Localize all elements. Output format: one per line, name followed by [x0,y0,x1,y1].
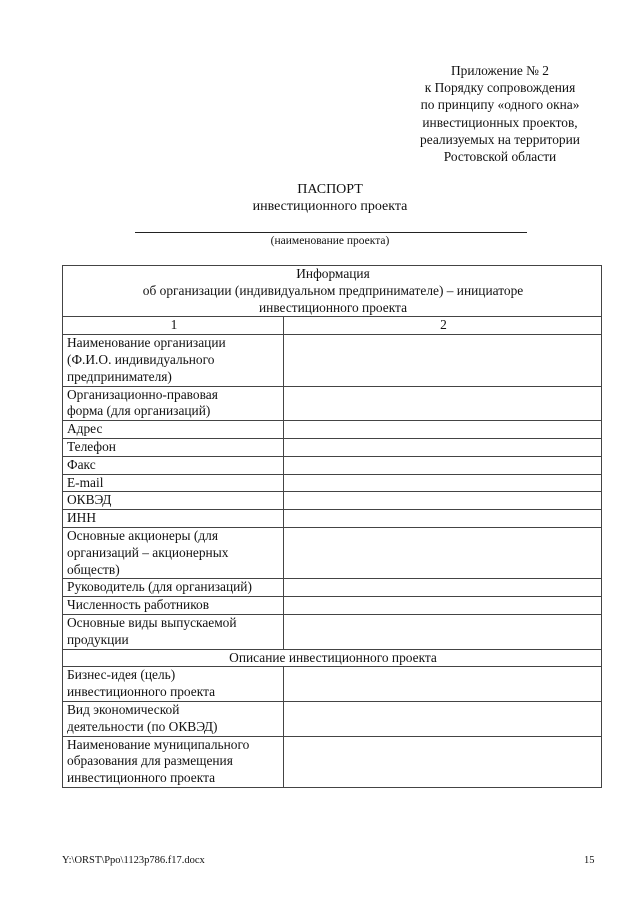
row-value-cell[interactable] [284,597,602,615]
row-label [63,736,284,787]
table-row [63,510,602,528]
row-label [63,438,284,456]
row-label [63,474,284,492]
appendix-line: реализуемых на территории [420,131,580,147]
row-label-line: Вид экономической [67,701,180,717]
table-header-row [63,266,602,317]
row-value-cell[interactable] [284,386,602,421]
row-label-line: образования для размещения [67,753,233,769]
row-label-line: E-mail [67,474,104,490]
column-number-row [63,317,602,335]
appendix-line: Ростовской области [443,149,557,165]
row-label [63,701,284,736]
row-label-line: инвестиционного проекта [67,684,216,700]
header-line: об организации (индивидуальном предпринимателе) – инициаторе [142,282,524,298]
table-row [63,456,602,474]
row-value-cell[interactable] [284,579,602,597]
row-label [63,614,284,649]
table-row [63,386,602,421]
appendix-line: к Порядку сопровождения [424,80,576,96]
row-label-line: ОКВЭД [67,492,112,508]
row-value-cell[interactable] [284,421,602,439]
title-sub: инвестиционного проекта [252,199,408,214]
table-row [63,492,602,510]
table-row [63,335,602,386]
row-label [63,510,284,528]
section-title: Описание инвестиционного проекта [63,649,602,667]
project-name-caption: (наименование проекта) [270,235,390,247]
row-label [63,335,284,386]
appendix-line: по принципу «одного окна» [420,97,580,113]
table-row [63,474,602,492]
row-label-line: Руководитель (для организаций) [67,579,252,595]
row-label-line: Наименование организации [67,335,226,351]
section-row [63,649,602,667]
row-label [63,579,284,597]
row-label [63,492,284,510]
appendix-heading [400,62,600,165]
passport-table-body [63,266,602,788]
row-label-line: Адрес [67,421,103,437]
header-line: инвестиционного проекта [258,299,408,315]
row-label-line: Факс [67,456,96,472]
row-label-line: Наименование муниципального [67,736,250,752]
header-line: Информация [296,266,370,281]
row-label-line: продукции [67,631,129,647]
title-main: ПАСПОРТ [297,182,363,197]
footer-file-path: Y:\ORST\Ppo\1123p786.f17.docx [62,855,205,866]
table-row [63,527,602,578]
row-label [63,386,284,421]
row-value-cell[interactable] [284,510,602,528]
row-label-line: предпринимателя) [67,368,172,384]
row-value-cell[interactable] [284,701,602,736]
footer-page-number: 15 [584,855,595,866]
row-value-cell[interactable] [284,456,602,474]
table-header [63,266,602,317]
row-value-cell[interactable] [284,527,602,578]
row-value-cell[interactable] [284,474,602,492]
row-label-line: Основные акционеры (для [67,527,218,543]
row-label-line: Бизнес-идея (цель) [67,667,176,683]
row-label [63,597,284,615]
table-row [63,438,602,456]
row-label-line: Организационно-правовая [67,386,218,402]
table-row [63,597,602,615]
appendix-line: Приложение № 2 [450,63,550,78]
row-value-cell[interactable] [284,438,602,456]
row-value-cell[interactable] [284,335,602,386]
row-label-line: Основные виды выпускаемой [67,614,237,630]
row-label-line: организаций – акционерных [67,544,229,560]
row-label-line: (Ф.И.О. индивидуального [67,351,215,367]
table-row [63,421,602,439]
row-label-line: Численность работников [67,597,210,613]
row-value-cell[interactable] [284,736,602,787]
column-number-1: 1 [63,317,284,335]
row-label [63,667,284,702]
row-value-cell[interactable] [284,492,602,510]
row-label-line: ИНН [67,510,97,526]
table-row [63,614,602,649]
row-label-line: Телефон [67,438,116,454]
row-label [63,456,284,474]
row-label [63,527,284,578]
table-row [63,667,602,702]
appendix-line: инвестиционных проектов, [422,114,578,130]
project-name-line [135,232,527,233]
passport-table [62,265,602,788]
row-label-line: инвестиционного проекта [67,770,216,786]
row-label [63,421,284,439]
row-value-cell[interactable] [284,667,602,702]
table-row [63,736,602,787]
table-row [63,701,602,736]
row-label-line: обществ) [67,561,120,577]
row-label-line: форма (для организаций) [67,403,211,419]
document-title [180,181,480,215]
table-row [63,579,602,597]
row-label-line: деятельности (по ОКВЭД) [67,718,218,734]
row-value-cell[interactable] [284,614,602,649]
column-number-2: 2 [284,317,602,335]
